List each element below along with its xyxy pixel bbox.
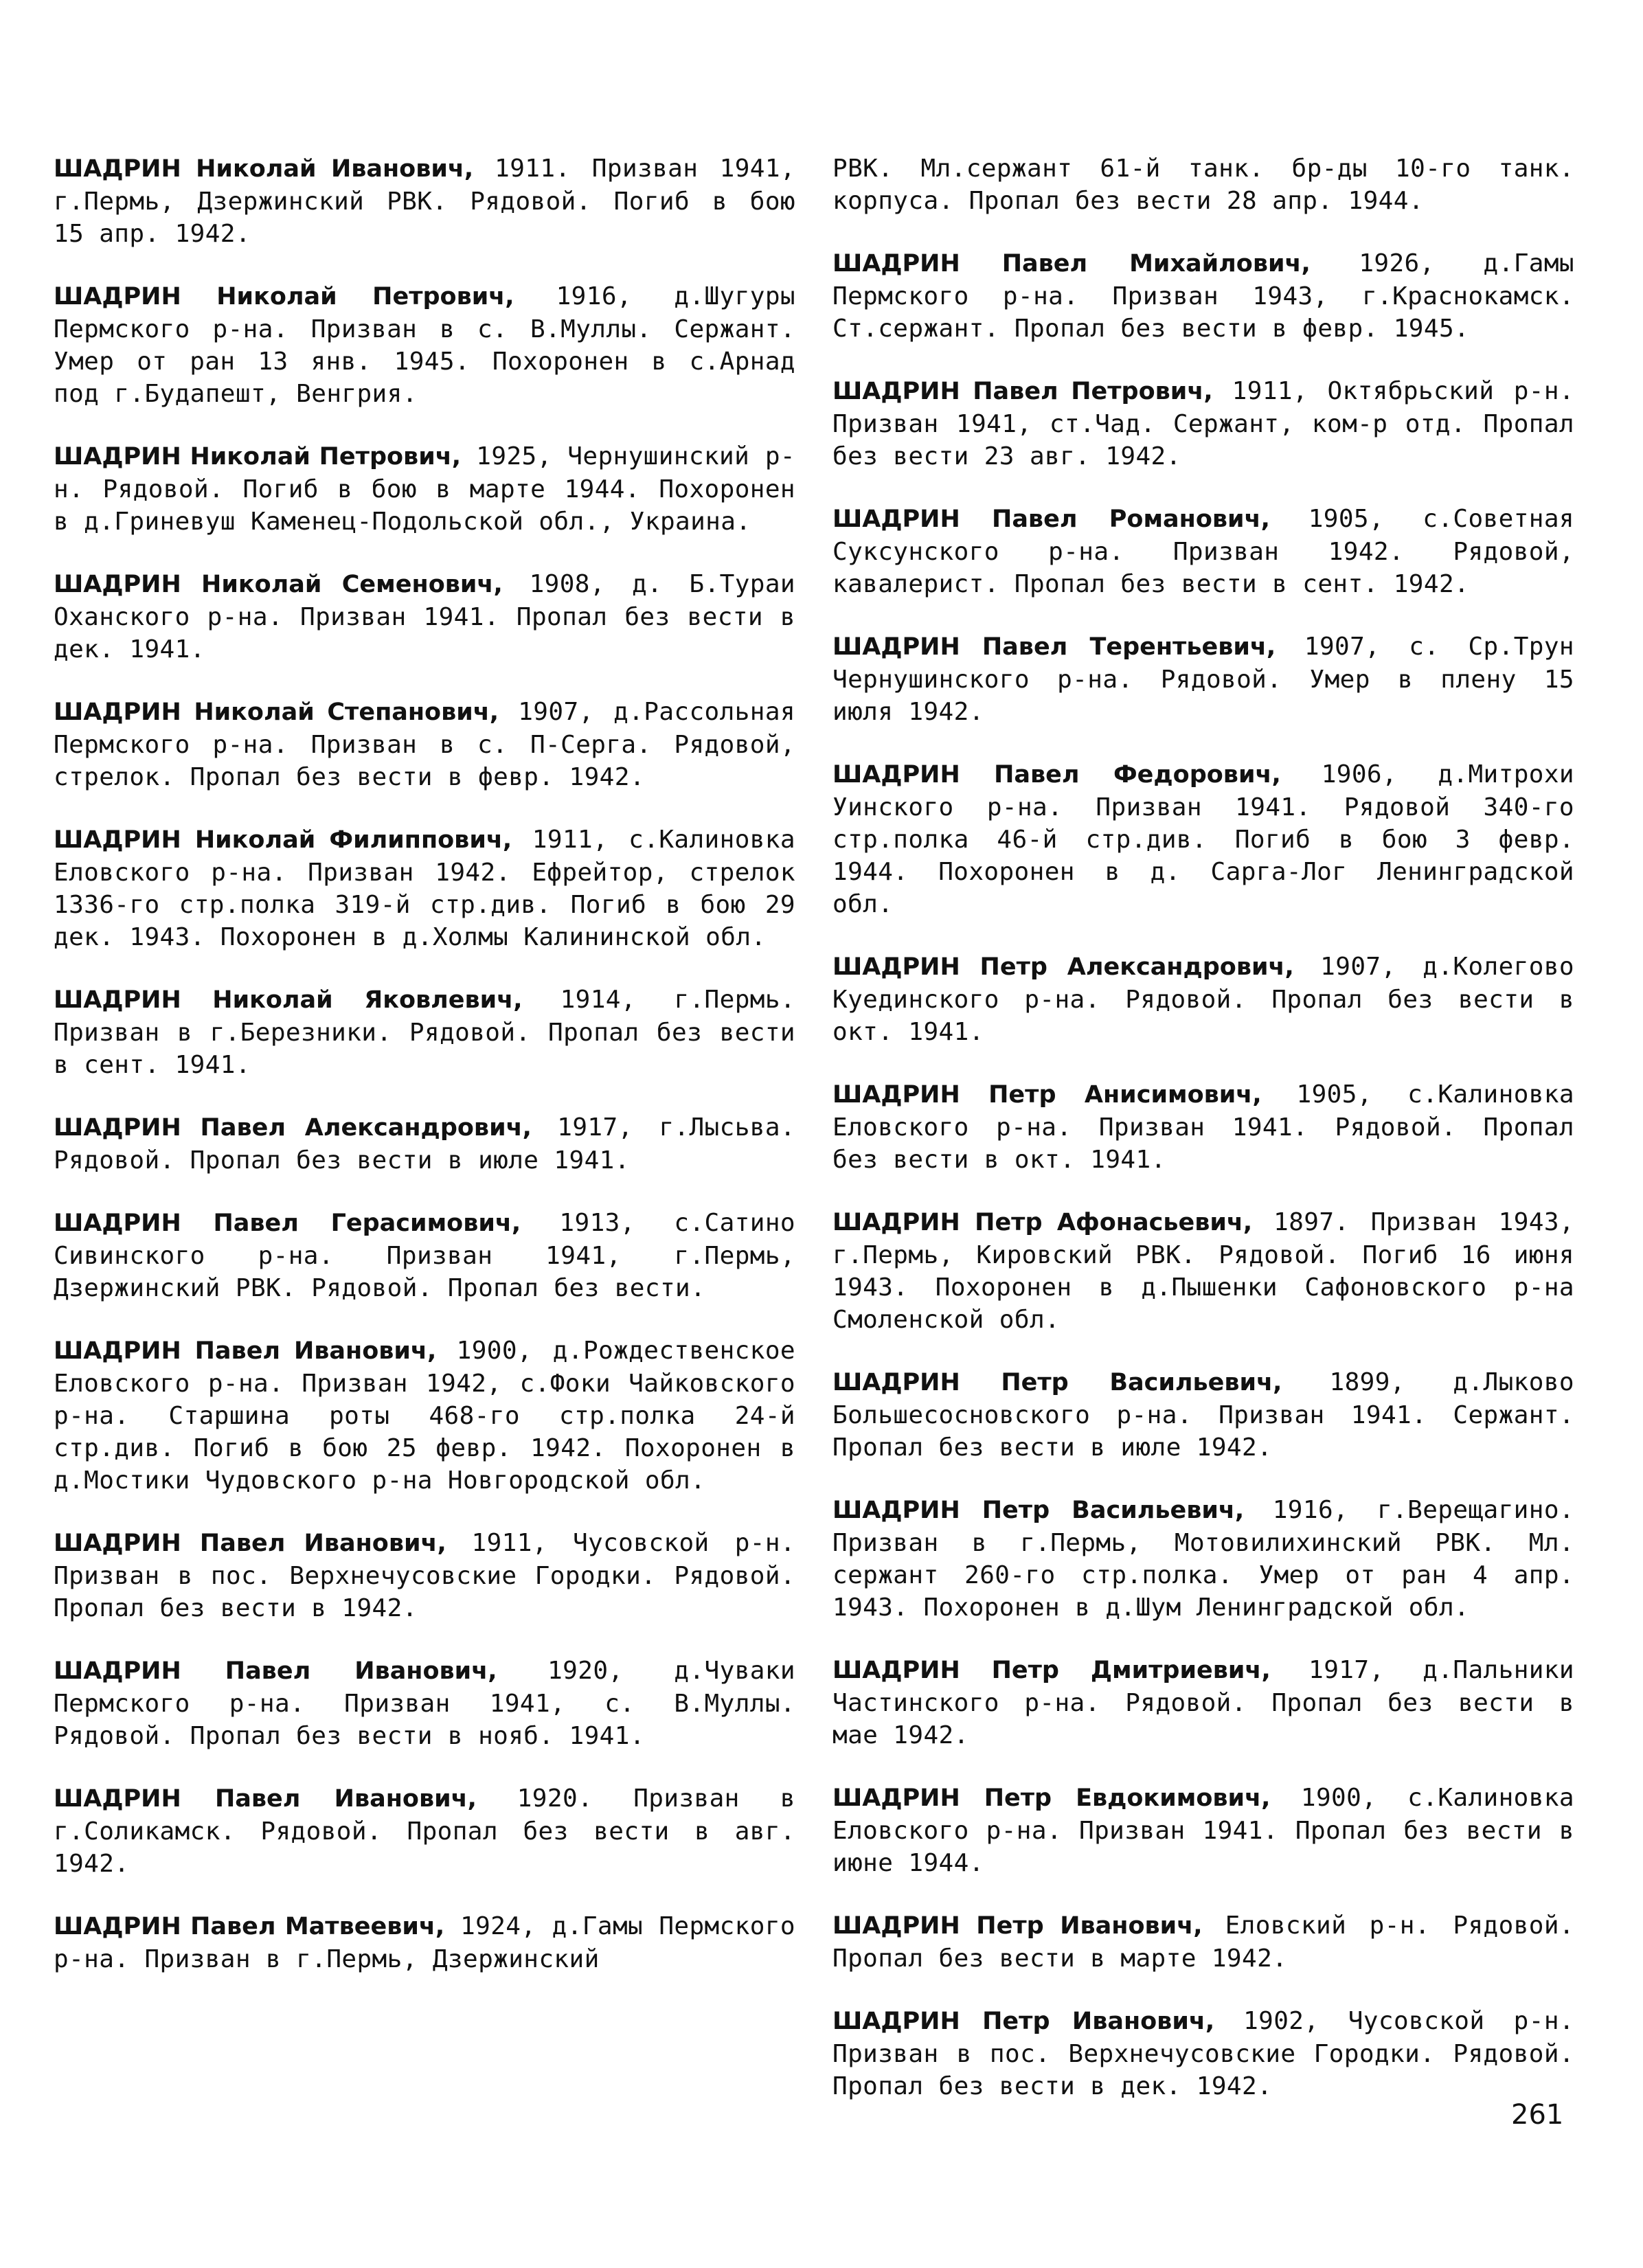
entry <box>54 440 795 538</box>
entry-name: ШАДРИН Павел Иванович, <box>54 1657 497 1685</box>
entry-name: ШАДРИН Павел Петрович, <box>832 378 1213 405</box>
entry <box>54 824 795 953</box>
entry <box>832 1078 1574 1176</box>
entry-text: 1907, с. Ср.Трун Чернушинского р-на. Рядовой. Умер в плену 15 июля 1942. <box>832 633 1574 726</box>
entry-text: 1920. Призван в г.Соликамск. Рядовой. Пропал без вести в авг. 1942. <box>54 1784 795 1878</box>
entry <box>832 631 1574 728</box>
entry <box>832 1909 1574 1975</box>
entry-name: ШАДРИН Павел Иванович, <box>54 1530 446 1557</box>
entry <box>832 375 1574 473</box>
entry <box>832 1494 1574 1624</box>
entry-name: ШАДРИН Петр Анисимович, <box>832 1081 1262 1109</box>
entry-text: Еловский р-н. Рядовой. Пропал без вести в марте 1942. <box>832 1912 1574 1973</box>
entry-text: 1926, д.Гамы Пермского р-на. Призван 1943, г.Краснокамск. Ст.сержант. Пропал без вести в февр. 1945. <box>832 249 1574 343</box>
entry-text: 1911, Чусовской р-н. Призван в пос. Верхнечусовские Городки. Рядовой. Пропал без вести в 1942. <box>54 1529 795 1622</box>
page-number: 261 <box>1511 2099 1564 2131</box>
entry <box>54 280 795 410</box>
entry-text: 1899, д.Лыково Большесосновского р-на. Призван 1941. Сержант. Пропал без вести в июле 1942. <box>832 1368 1574 1462</box>
entry-name: ШАДРИН Николай Петрович, <box>54 443 462 470</box>
entry-name: ШАДРИН Павел Иванович, <box>54 1785 477 1813</box>
entry <box>832 1782 1574 1879</box>
entry-name: ШАДРИН Павел Романович, <box>832 506 1270 533</box>
entry-text: 1907, д.Колегово Куединского р-на. Рядовой. Пропал без вести в окт. 1941. <box>832 953 1574 1046</box>
entry <box>54 1655 795 1752</box>
entry-text: 1913, с.Сатино Сивинского р-на. Призван 1941, г.Пермь, Дзержинский РВК. Рядовой. Пропал без вести. <box>54 1209 795 1302</box>
entry <box>54 1207 795 1304</box>
left-column <box>54 152 795 2006</box>
entry <box>832 1206 1574 1336</box>
entry-text: РВК. Мл.сержант 61-й танк. бр-ды 10-го танк. корпуса. Пропал без вести 28 апр. 1944. <box>832 155 1574 215</box>
entry-name: ШАДРИН Петр Васильевич, <box>832 1369 1282 1396</box>
entry-name: ШАДРИН Павел Терентьевич, <box>832 633 1276 661</box>
entry-name: ШАДРИН Павел Матвеевич, <box>54 1913 445 1940</box>
entry-name: ШАДРИН Петр Васильевич, <box>832 1497 1245 1524</box>
entry-text: 1920, д.Чуваки Пермского р-на. Призван 1941, с. В.Муллы. Рядовой. Пропал без вести в нояб. 1941. <box>54 1657 795 1750</box>
entry-text: 1900, с.Калиновка Еловского р-на. Призван 1941. Пропал без вести в июне 1944. <box>832 1784 1574 1877</box>
entry-name: ШАДРИН Николай Семенович, <box>54 571 503 598</box>
entry-name: ШАДРИН Павел Герасимович, <box>54 1210 521 1237</box>
entry-name: ШАДРИН Павел Иванович, <box>54 1337 437 1365</box>
entry-name: ШАДРИН Павел Александрович, <box>54 1114 532 1142</box>
entry-text: 1905, с.Советная Суксунского р-на. Призван 1942. Рядовой, кавалерист. Пропал без вести в сент. 1942. <box>832 505 1574 598</box>
entry <box>54 1782 795 1880</box>
entry-text: 1911, с.Калиновка Еловского р-на. Призван 1942. Ефрейтор, стрелок 1336-го стр.полка 319-й стр.див. Погиб в бою 29 дек. 1943. Похоронен в д.Холмы Калининской обл. <box>54 826 795 951</box>
entry-text: 1916, д.Шугуры Пермского р-на. Призван в с. В.Муллы. Сержант. Умер от ран 13 янв. 1945. Похоронен в с.Арнад под г.Будапешт, Венгрия. <box>54 282 795 408</box>
entry-text: 1900, д.Рождественское Еловского р-на. Призван 1942, с.Фоки Чайковского р-на. Старшина роты 468-го стр.полка 24-й стр.див. Погиб в бою 25 февр. 1942. Похоронен в д.Мостики Чудовского р-на Новгородской обл. <box>54 1337 795 1495</box>
entry-continuation <box>832 152 1574 217</box>
entry <box>832 1366 1574 1464</box>
entry <box>832 1654 1574 1751</box>
entry-text: 1917, г.Лысьва. Рядовой. Пропал без вести в июле 1941. <box>54 1113 795 1175</box>
entry-name: ШАДРИН Петр Иванович, <box>832 2008 1215 2035</box>
entry <box>54 1910 795 1975</box>
entry-name: ШАДРИН Николай Яковлевич, <box>54 986 523 1014</box>
entry <box>54 984 795 1081</box>
entry-name: ШАДРИН Николай Степанович, <box>54 699 499 726</box>
entry <box>54 1527 795 1624</box>
entry-text: 1916, г.Верещагино. Призван в г.Пермь, Мотовилихинский РВК. Мл. сержант 260-го стр.полка. Умер от ран 4 апр. 1943. Похоронен в д.Шум Ленинградской обл. <box>832 1496 1574 1622</box>
entry-text: 1897. Призван 1943, г.Пермь, Кировский РВК. Рядовой. Погиб 16 июня 1943. Похоронен в д.Пышенки Сафоновского р-на Смоленской обл. <box>832 1208 1574 1334</box>
entry <box>832 503 1574 600</box>
entry-text: 1906, д.Митрохи Уинского р-на. Призван 1941. Рядовой 340-го стр.полка 46-й стр.див. Погиб в бою 3 февр. 1944. Похоронен в д. Сарга-Лог Ленинградской обл. <box>832 760 1574 918</box>
entry <box>54 1111 795 1177</box>
entry-text: 1914, г.Пермь. Призван в г.Березники. Рядовой. Пропал без вести в сент. 1941. <box>54 986 795 1079</box>
entry-text: 1911. Призван 1941, г.Пермь, Дзержинский РВК. Рядовой. Погиб в бою 15 апр. 1942. <box>54 155 795 248</box>
entry-text: 1925, Чернушинский р-н. Рядовой. Погиб в бою в марте 1944. Похоронен в д.Гриневуш Каменец-Подольской обл., Украина. <box>54 442 795 536</box>
right-column <box>832 152 1574 2133</box>
entry <box>54 696 795 793</box>
entry-name: ШАДРИН Петр Иванович, <box>832 1912 1203 1940</box>
entry-name: ШАДРИН Петр Александрович, <box>832 953 1294 981</box>
entry-name: ШАДРИН Николай Петрович, <box>54 283 514 310</box>
entry-text: 1917, д.Пальники Частинского р-на. Рядовой. Пропал без вести в мае 1942. <box>832 1656 1574 1749</box>
entry-text: 1908, д. Б.Тураи Оханского р-на. Призван 1941. Пропал без вести в дек. 1941. <box>54 570 795 664</box>
entry-name: ШАДРИН Петр Дмитриевич, <box>832 1657 1271 1684</box>
entry <box>54 152 795 250</box>
entry-name: ШАДРИН Петр Афонасьевич, <box>832 1209 1253 1236</box>
entry <box>832 758 1574 920</box>
entry-name: ШАДРИН Николай Филиппович, <box>54 826 512 854</box>
entry <box>54 1335 795 1497</box>
entry <box>832 951 1574 1048</box>
entry-name: ШАДРИН Павел Федорович, <box>832 761 1281 789</box>
entry-text: 1905, с.Калиновка Еловского р-на. Призван 1941. Рядовой. Пропал без вести в окт. 1941. <box>832 1080 1574 1174</box>
entry-text: 1902, Чусовской р-н. Призван в пос. Верхнечусовские Городки. Рядовой. Пропал без вести в дек. 1942. <box>832 2007 1574 2100</box>
entry-text: 1907, д.Рассольная Пермского р-на. Призван в с. П-Серга. Рядовой, стрелок. Пропал без вести в февр. 1942. <box>54 698 795 791</box>
entry <box>832 247 1574 345</box>
entry-text: 1911, Октябрьский р-н. Призван 1941, ст.Чад. Сержант, ком-р отд. Пропал без вести 23 авг. 1942. <box>832 377 1574 470</box>
entry-name: ШАДРИН Павел Михайлович, <box>832 250 1311 277</box>
entry <box>832 2005 1574 2102</box>
entry-name: ШАДРИН Николай Иванович, <box>54 155 474 183</box>
entry-text: 1924, д.Гамы Пермского р-на. Призван в г.Пермь, Дзержинский <box>54 1912 796 1973</box>
entry <box>54 568 795 666</box>
entry-name: ШАДРИН Петр Евдокимович, <box>832 1784 1271 1812</box>
